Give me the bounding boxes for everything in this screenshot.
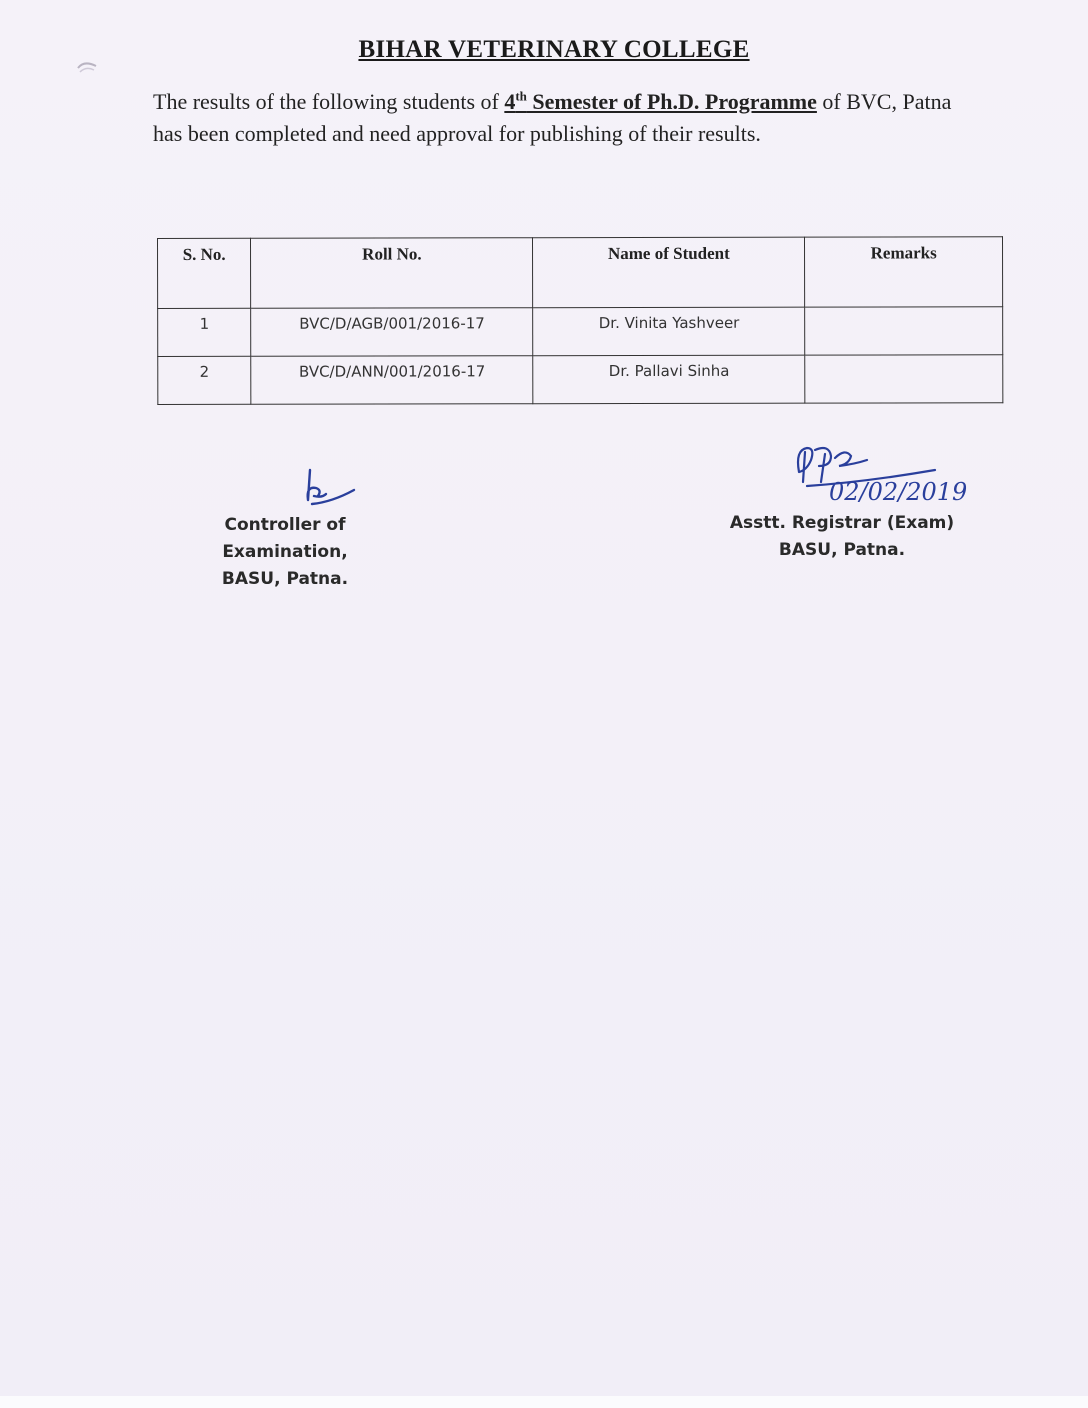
header-roll-no: Roll No.	[251, 238, 533, 309]
table-row	[158, 307, 1003, 357]
assistant-registrar-block	[722, 510, 962, 564]
cell-remarks	[805, 307, 1003, 355]
programme-name: Semester of Ph.D. Programme	[526, 89, 817, 114]
cell-sno: 2	[158, 356, 251, 404]
header-sno: S. No.	[158, 238, 251, 308]
controller-org: BASU, Patna.	[221, 569, 349, 589]
cell-sno: 1	[158, 308, 251, 356]
cell-roll-no: BVC/D/AGB/001/2016-17	[251, 308, 533, 357]
table-row	[158, 355, 1003, 405]
registrar-org: BASU, Patna.	[778, 540, 906, 560]
results-table	[157, 236, 1003, 405]
controller-title: Controller of Examination,	[222, 515, 348, 562]
table-header-row	[158, 237, 1003, 309]
cell-student-name: Dr. Pallavi Sinha	[533, 355, 805, 404]
semester-number: 4	[504, 89, 516, 114]
cell-student-name: Dr. Vinita Yashveer	[533, 307, 805, 356]
controller-of-examination-block	[160, 512, 410, 593]
intro-text-start: The results of the following students of	[153, 89, 505, 114]
intro-paragraph	[153, 86, 973, 150]
cell-remarks	[805, 355, 1003, 403]
controller-signature	[292, 466, 362, 516]
semester-suffix: th	[515, 88, 527, 104]
cell-roll-no: BVC/D/ANN/001/2016-17	[251, 356, 533, 405]
header-student-name: Name of Student	[533, 237, 805, 308]
registrar-signature-date: 02/02/2019	[829, 478, 968, 506]
document-title: BIHAR VETERINARY COLLEGE	[358, 36, 750, 63]
intro-highlight	[504, 89, 817, 114]
scan-bottom-edge	[0, 1396, 1088, 1408]
header-remarks: Remarks	[805, 237, 1003, 307]
intro-text-end: of BVC, Patna has been completed and need approval for publishing of their results.	[153, 89, 952, 146]
registrar-title: Asstt. Registrar (Exam)	[729, 513, 955, 533]
registrar-signature	[785, 430, 1045, 510]
